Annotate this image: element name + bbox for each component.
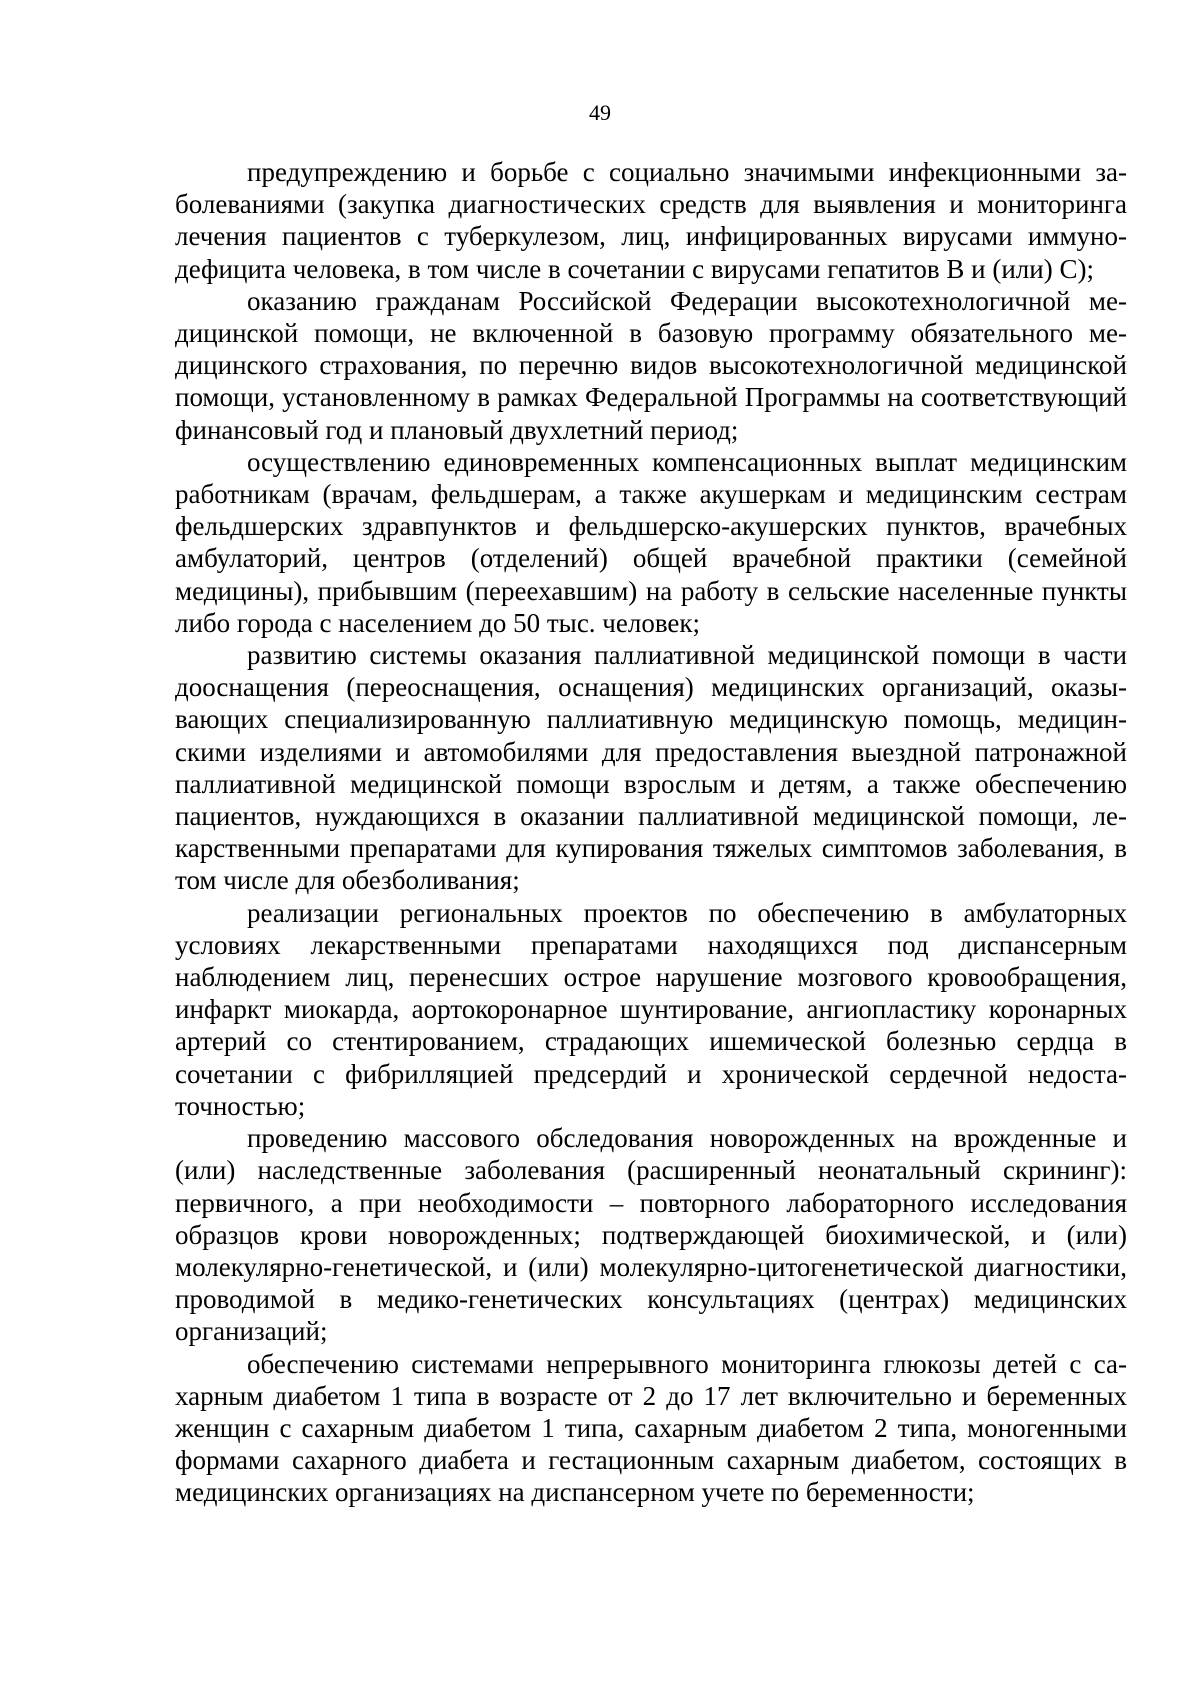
paragraph-neonatal-screening: проведению массового обследования новорожденных на врожденные и (или) наследственные заболевания (расширенный неонатальный скрининг): первичного, а при необходимости – повторного лабораторного исследования образцов крови новорожденных; подтверждающей биохимической, и (или) молекулярно-генетической, и (или) молекулярно-цитогенетической диагностики, проводимой в медико-генетических консультациях (центрах) медицинских организаций;	[175, 1123, 1127, 1347]
paragraph-high-tech-care: оказанию гражданам Российской Федерации высокотехнологичной медицинской помощи, не включенной в базовую программу обязательного медицинского страхования, по перечню видов высокотехнологичной медицинской помощи, установленному в рамках Федеральной Программы на соответствующий финансовый год и плановый двухлетний период;	[175, 285, 1127, 445]
page-number: 49	[589, 100, 611, 125]
paragraph-infectious-diseases: предупреждению и борьбе с социально значимыми инфекционными заболеваниями (закупка диагностических средств для выявления и мониторинга лечения пациентов с туберкулезом, лиц, инфицированных вирусами иммунодефицита человека, в том числе в сочетании с вирусами гепатитов B и (или) C);	[175, 157, 1127, 284]
paragraph-palliative-care: развитию системы оказания паллиативной медицинской помощи в части дооснащения (переоснащения, оснащения) медицинских организаций, оказывающих специализированную паллиативную медицинскую помощь, медицинскими изделиями и автомобилями для предоставления выездной патронажной паллиативной медицинской помощи взрослым и детям, а также обеспечению пациентов, нуждающихся в оказании паллиативной медицинской помощи, лекарственными препаратами для купирования тяжелых симптомов заболевания, в том числе для обезболивания;	[175, 640, 1127, 896]
document-body	[175, 156, 1127, 1509]
paragraph-regional-projects: реализации региональных проектов по обеспечению в амбулаторных условиях лекарственными препаратами находящихся под диспансерным наблюдением лиц, перенесших острое нарушение мозгового кровообращения, инфаркт миокарда, аортокоронарное шунтирование, ангиопластику коронарных артерий со стентированием, страдающих ишемической болезнью сердца в сочетании с фибрилляцией предсердий и хронической сердечной недостаточностью;	[175, 897, 1127, 1121]
paragraph-compensation-payments: осуществлению единовременных компенсационных выплат медицинским работникам (врачам, фельдшерам, а также акушеркам и медицинским сестрам фельдшерских здравпунктов и фельдшерско-акушерских пунктов, врачебных амбулаторий, центров (отделений) общей врачебной практики (семейной медицины), прибывшим (переехавшим) на работу в сельские населенные пункты либо города с населением до 50 тыс. человек;	[175, 446, 1127, 638]
paragraph-glucose-monitoring: обеспечению системами непрерывного мониторинга глюкозы детей с сахарным диабетом 1 типа в возрасте от 2 до 17 лет включительно и беременных женщин с сахарным диабетом 1 типа, сахарным диабетом 2 типа, моногенными формами сахарного диабета и гестационным сахарным диабетом, состоящих в медицинских организациях на диспансерном учете по беременности;	[175, 1348, 1127, 1508]
